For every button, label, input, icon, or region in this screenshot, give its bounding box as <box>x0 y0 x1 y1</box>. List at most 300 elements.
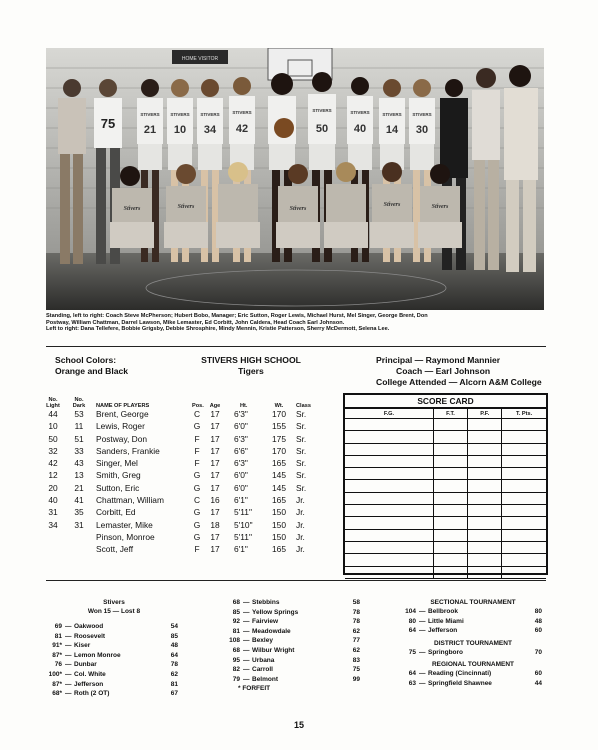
game-score-us: 85 <box>232 608 240 616</box>
jersey-text: STIVERS <box>382 112 402 117</box>
game-score-them: 60 <box>534 670 542 678</box>
game-score-them: 80 <box>534 608 542 615</box>
game-opponent: Lemon Monroe <box>74 651 121 659</box>
score-cell <box>433 468 467 480</box>
roster-cell-name: Singer, Mel <box>96 458 138 469</box>
game-result <box>400 618 546 628</box>
roster-cell-cls: Jr. <box>296 507 305 518</box>
dash: — <box>243 666 250 674</box>
game-opponent: Carroll <box>252 666 273 674</box>
game-opponent: Meadowdale <box>252 627 291 635</box>
roster-header <box>44 393 344 409</box>
score-cell <box>433 554 467 566</box>
roster-cell-pos: G <box>193 519 201 530</box>
roster-cell-pos: F <box>194 445 200 456</box>
roster-cell-pos: G <box>193 507 201 518</box>
game-score-them: 78 <box>352 618 360 626</box>
roster-cell-cls: Sr. <box>296 421 307 432</box>
game-opponent: Belmont <box>252 675 278 683</box>
roster-cell-age: 17 <box>210 544 220 555</box>
header-dark: No. Dark <box>72 397 86 409</box>
game-score-them: 67 <box>170 690 178 698</box>
roster-cell-dark: 33 <box>74 445 84 456</box>
roster-cell-ht: 6'0" <box>234 421 248 432</box>
score-cell <box>345 443 433 455</box>
game-score-us: 81 <box>54 632 62 640</box>
game-score-us: 69 <box>54 623 62 630</box>
roster-cell-name: Sutton, Eric <box>96 482 140 493</box>
score-cell <box>345 492 433 504</box>
game-score-them: 85 <box>170 632 178 640</box>
game-result <box>44 671 184 681</box>
roster-cell-cls: Sr. <box>296 482 307 493</box>
score-cell <box>468 529 502 541</box>
principal: Principal — Raymond Mannier <box>376 355 501 365</box>
roster-cell-age: 17 <box>210 458 220 469</box>
jersey-number: 50 <box>315 123 329 135</box>
game-opponent: Jefferson <box>428 627 458 635</box>
dash: — <box>243 656 250 664</box>
score-cell <box>345 431 433 443</box>
roster-cell-pos: C <box>193 409 201 419</box>
roster-cell-light: 50 <box>48 433 58 444</box>
game-opponent: Urbana <box>252 656 275 664</box>
cheer-text: Stivers <box>177 204 195 210</box>
score-row <box>345 517 546 529</box>
roster-cell-ht: 6'1" <box>234 544 248 555</box>
school-colors <box>55 355 128 377</box>
roster-cell-wt: 165 <box>272 458 286 469</box>
dash: — <box>65 642 72 650</box>
game-result <box>226 599 366 609</box>
roster-cell-ht: 6'1" <box>234 495 248 506</box>
roster-cell-light: 42 <box>48 458 58 469</box>
team-photo-drawing <box>46 48 544 310</box>
roster-cell-pos: F <box>194 433 200 444</box>
score-cell <box>502 419 546 431</box>
game-score-us: 80 <box>408 617 416 625</box>
score-row <box>345 492 546 504</box>
roster-cell-age: 17 <box>210 445 220 456</box>
score-cell <box>345 554 433 566</box>
game-score-us: 75 <box>408 648 416 656</box>
game-score-them: 99 <box>352 675 360 683</box>
score-cell <box>468 554 502 566</box>
game-score-them: 44 <box>534 679 542 687</box>
roster-cell-wt: 145 <box>272 470 286 481</box>
game-score-us: 63 <box>408 679 416 687</box>
game-opponent: Springfield Shawnee <box>428 679 492 687</box>
score-row <box>345 419 546 431</box>
score-cell <box>433 517 467 529</box>
score-cell <box>468 480 502 492</box>
jersey-text: STIVERS <box>350 110 370 115</box>
roster-cell-wt: 145 <box>272 482 286 493</box>
score-cell <box>502 443 546 455</box>
schedule-tournaments <box>400 599 546 690</box>
schedule-regular-1 <box>44 599 184 700</box>
score-row <box>345 554 546 566</box>
score-row <box>345 443 546 455</box>
roster-row <box>44 520 344 532</box>
roster-cell-light: 20 <box>48 482 58 493</box>
score-col-fg: F.G. <box>345 409 433 419</box>
jersey-text: STIVERS <box>412 112 432 117</box>
roster-cell-age: 17 <box>210 507 220 518</box>
score-cell <box>433 480 467 492</box>
score-cell <box>345 541 433 553</box>
roster-rows <box>44 409 344 557</box>
score-cell <box>468 492 502 504</box>
game-result <box>44 633 184 643</box>
game-result <box>226 618 366 628</box>
score-row <box>345 541 546 553</box>
roster-cell-pos: F <box>194 458 200 469</box>
jersey-number: 40 <box>353 123 367 135</box>
roster-cell-ht: 5'10" <box>234 519 253 530</box>
dash: — <box>243 675 250 683</box>
school-staff <box>376 355 542 388</box>
header-name: NAME OF PLAYERS <box>96 403 150 409</box>
game-score-us: 104 <box>405 608 416 615</box>
coach: Coach — Earl Johnson <box>396 366 491 376</box>
score-cell <box>502 529 546 541</box>
basketball <box>274 118 294 138</box>
forfeit-note: * FORFEIT <box>238 685 271 693</box>
district-title: DISTRICT TOURNAMENT <box>434 639 512 647</box>
roster-cell-name: Chattman, William <box>96 495 164 506</box>
roster-cell-cls: Sr. <box>296 433 307 444</box>
roster-cell-light: 31 <box>48 507 58 518</box>
school-colors-label: School Colors: <box>55 355 117 365</box>
roster-row <box>44 483 344 495</box>
roster-cell-wt: 150 <box>272 531 286 542</box>
roster-row <box>44 458 344 470</box>
jersey-number: 42 <box>235 123 249 135</box>
roster-cell-age: 17 <box>210 531 220 542</box>
game-score-them: 62 <box>170 670 178 678</box>
roster-cell-wt: 165 <box>272 495 286 506</box>
roster-cell-dark: 11 <box>74 421 84 432</box>
game-result <box>400 608 546 618</box>
header-class: Class <box>296 403 311 409</box>
roster-cell-name: Lewis, Roger <box>96 421 145 432</box>
sectional-title: SECTIONAL TOURNAMENT <box>430 599 516 606</box>
roster-row <box>44 421 344 433</box>
dash: — <box>243 627 250 635</box>
score-cell <box>345 529 433 541</box>
roster-cell-dark: 43 <box>74 458 84 469</box>
score-row <box>345 468 546 480</box>
game-opponent: Little Miami <box>428 617 464 625</box>
school-colors-value: Orange and Black <box>55 366 129 376</box>
roster-cell-cls: Jr. <box>296 531 305 542</box>
score-row <box>345 505 546 517</box>
roster-cell-dark: 31 <box>74 519 84 530</box>
roster-row <box>44 507 344 519</box>
roster-cell-age: 17 <box>210 470 220 481</box>
header-age: Age <box>209 403 221 409</box>
roster-cell-light: 34 <box>48 519 58 530</box>
roster-cell-wt: 150 <box>272 507 286 518</box>
roster-cell-wt: 155 <box>272 421 286 432</box>
game-score-us: 82 <box>232 666 240 674</box>
game-score-them: 60 <box>534 627 542 635</box>
roster-row <box>44 409 344 421</box>
score-cell <box>468 431 502 443</box>
score-col-ft: F.T. <box>433 409 467 419</box>
roster-row <box>44 470 344 482</box>
game-score-them: 83 <box>352 656 360 664</box>
roster-cell-pos: G <box>193 470 201 481</box>
jersey-number: 34 <box>203 124 217 136</box>
roster-cell-wt: 170 <box>272 445 286 456</box>
roster-cell-light: 12 <box>48 470 58 481</box>
score-cell <box>468 468 502 480</box>
dash: — <box>65 632 72 640</box>
roster-cell-name: Postway, Don <box>96 433 148 444</box>
score-cell <box>502 517 546 529</box>
roster-cell-dark: 13 <box>74 470 84 481</box>
game-opponent: Col. White <box>74 670 106 678</box>
score-cell <box>468 505 502 517</box>
score-row <box>345 480 546 492</box>
roster-cell-name: Corbitt, Ed <box>96 507 136 518</box>
school-name: STIVERS HIGH SCHOOL <box>201 355 301 365</box>
jersey-text: STIVERS <box>170 112 190 117</box>
game-result <box>44 652 184 662</box>
game-result <box>400 680 546 690</box>
game-score-them: 48 <box>170 642 178 650</box>
dash: — <box>419 670 426 678</box>
header-light: No. Light <box>46 397 60 409</box>
cheer-text: Stivers <box>289 206 307 212</box>
game-score-us: 100* <box>48 670 62 678</box>
roster-cell-name: Lemaster, Mike <box>96 519 153 530</box>
roster-cell-cls: Jr. <box>296 495 305 506</box>
roster-cell-name: Brent, George <box>96 409 149 419</box>
score-cell <box>468 455 502 467</box>
game-opponent: Springboro <box>428 648 464 656</box>
score-cell <box>345 480 433 492</box>
roster-row <box>44 532 344 544</box>
game-score-them: 64 <box>170 651 178 659</box>
jersey-text: STIVERS <box>312 108 332 113</box>
scoreboard-label: HOME VISITOR <box>181 56 219 62</box>
dash: — <box>65 680 72 688</box>
score-card-title: SCORE CARD <box>345 395 546 408</box>
score-cell <box>468 541 502 553</box>
roster-cell-light: 10 <box>48 421 58 432</box>
game-score-them: 77 <box>352 637 360 645</box>
game-score-them: 62 <box>352 646 360 654</box>
score-cell <box>433 431 467 443</box>
score-cell <box>468 517 502 529</box>
game-score-them: 70 <box>534 648 542 656</box>
caption-standing-line1: Standing, left to right: Coach Steve McPherson; Hubert Bobo, Manager; Eric Sutton, Roger Lewis, Michael Hurst, Mel Singer, George Brent, Don <box>46 313 428 319</box>
schedule-record: Won 15 — Lost 8 <box>87 608 141 615</box>
game-result <box>226 657 366 667</box>
jersey-number: 30 <box>415 124 429 136</box>
score-cell <box>433 505 467 517</box>
roster-cell-age: 17 <box>210 421 220 432</box>
score-cell <box>502 480 546 492</box>
score-cell <box>502 431 546 443</box>
score-cell <box>433 541 467 553</box>
cheer-text: Stivers <box>123 206 141 212</box>
roster-cell-cls: Sr. <box>296 409 307 419</box>
header-ht: Ht. <box>240 403 248 409</box>
dash: — <box>65 661 72 669</box>
score-row <box>345 455 546 467</box>
roster-cell-age: 17 <box>210 433 220 444</box>
jersey-number: 10 <box>173 124 187 136</box>
game-opponent: Wilbur Wright <box>252 646 295 654</box>
regional-title: REGIONAL TOURNAMENT <box>431 661 515 669</box>
score-cell <box>345 517 433 529</box>
game-score-them: 48 <box>534 617 542 625</box>
roster-cell-pos: G <box>193 421 201 432</box>
score-card-grid <box>345 408 546 579</box>
score-cell <box>345 455 433 467</box>
dash: — <box>243 599 250 606</box>
score-cell <box>502 566 546 578</box>
game-score-them: 78 <box>352 608 360 616</box>
score-row <box>345 431 546 443</box>
header-pos: Pos. <box>192 403 204 409</box>
dash: — <box>419 648 426 656</box>
game-opponent: Bellbrook <box>428 608 458 615</box>
score-cell <box>502 455 546 467</box>
dash: — <box>419 627 426 635</box>
game-result <box>44 690 184 700</box>
game-score-us: 91* <box>52 642 62 650</box>
game-score-us: 68 <box>232 646 240 654</box>
jersey-text: STIVERS <box>232 110 252 115</box>
roster-cell-age: 17 <box>210 482 220 493</box>
roster-cell-light: 32 <box>48 445 58 456</box>
score-cell <box>502 492 546 504</box>
score-cell <box>433 419 467 431</box>
roster-cell-cls: Sr. <box>296 445 307 456</box>
game-score-them: 54 <box>170 623 178 630</box>
game-result <box>400 670 546 680</box>
game-score-them: 75 <box>352 666 360 674</box>
roster-row <box>44 434 344 446</box>
score-row <box>345 529 546 541</box>
game-result <box>226 676 366 686</box>
game-score-them: 62 <box>352 627 360 635</box>
game-result <box>226 666 366 676</box>
score-cell <box>345 468 433 480</box>
roster-cell-cls: Jr. <box>296 544 305 555</box>
score-cell <box>345 566 433 578</box>
game-score-us: 64 <box>408 627 416 635</box>
jersey-text: STIVERS <box>200 112 220 117</box>
roster-cell-ht: 6'3" <box>234 433 248 444</box>
game-score-us: 64 <box>408 670 416 678</box>
game-result <box>226 637 366 647</box>
roster-row <box>44 544 344 556</box>
game-result <box>400 649 546 659</box>
game-result <box>226 647 366 657</box>
game-score-us: 79 <box>232 675 240 683</box>
score-cell <box>502 541 546 553</box>
score-cell <box>433 443 467 455</box>
cheer-text: Stivers <box>431 204 449 210</box>
dash: — <box>65 623 72 630</box>
score-cell <box>345 505 433 517</box>
roster-cell-ht: 5'11" <box>234 507 252 518</box>
roster-table <box>44 393 344 557</box>
score-cell <box>433 492 467 504</box>
schedule-regular-2 <box>226 599 366 692</box>
game-score-us: 76 <box>54 661 62 669</box>
roster-cell-cls: Sr. <box>296 458 307 469</box>
score-col-pf: P.F. <box>468 409 502 419</box>
game-opponent: Bexley <box>252 637 273 645</box>
game-result <box>44 623 184 633</box>
game-score-them: 81 <box>170 680 178 688</box>
game-score-them: 58 <box>352 599 360 606</box>
roster-cell-wt: 170 <box>272 409 286 419</box>
roster-row <box>44 495 344 507</box>
roster-cell-cls: Jr. <box>296 519 305 530</box>
dash: — <box>243 646 250 654</box>
roster-cell-dark: 51 <box>74 433 84 444</box>
jersey-number: 14 <box>385 124 399 136</box>
score-cell <box>502 505 546 517</box>
score-cell <box>468 566 502 578</box>
roster-cell-pos: C <box>193 495 201 506</box>
game-score-us: 87* <box>52 651 62 659</box>
game-score-us: 81 <box>232 627 240 635</box>
dash: — <box>65 670 72 678</box>
game-score-us: 108 <box>229 637 240 645</box>
game-score-them: 78 <box>170 661 178 669</box>
schedule-team: Stivers <box>103 599 125 606</box>
roster-cell-pos: G <box>193 482 201 493</box>
game-score-us: 68* <box>52 690 62 698</box>
game-result <box>400 627 546 637</box>
dash: — <box>243 637 250 645</box>
game-opponent: Kiser <box>74 642 91 650</box>
game-score-us: 92 <box>232 618 240 626</box>
game-opponent: Fairview <box>252 618 279 626</box>
roster-cell-ht: 6'3" <box>234 458 248 469</box>
dash: — <box>243 608 250 616</box>
dash: — <box>65 690 72 698</box>
score-cell <box>433 455 467 467</box>
caption-standing-line2: Postway, William Chattman, Darrel Lawson, Mike Lemaster, Ed Corbitt, John Caldera, Head Coach Earl Johnson. <box>46 319 345 326</box>
dash: — <box>65 651 72 659</box>
game-score-us: 95 <box>232 656 240 664</box>
dash: — <box>419 679 426 687</box>
divider <box>46 580 546 581</box>
jersey-text: STIVERS <box>140 112 160 117</box>
game-result <box>226 609 366 619</box>
score-cell <box>345 419 433 431</box>
game-opponent: Dunbar <box>74 661 97 669</box>
roster-cell-name: Scott, Jeff <box>96 544 134 555</box>
game-opponent: Oakwood <box>74 623 104 630</box>
roster-cell-age: 18 <box>210 519 220 530</box>
college-attended: College Attended — Alcorn A&M College <box>376 377 542 387</box>
roster-cell-dark: 53 <box>74 409 84 419</box>
divider <box>46 346 546 347</box>
jersey-number: 21 <box>143 124 157 136</box>
roster-cell-name: Sanders, Frankie <box>96 445 160 456</box>
